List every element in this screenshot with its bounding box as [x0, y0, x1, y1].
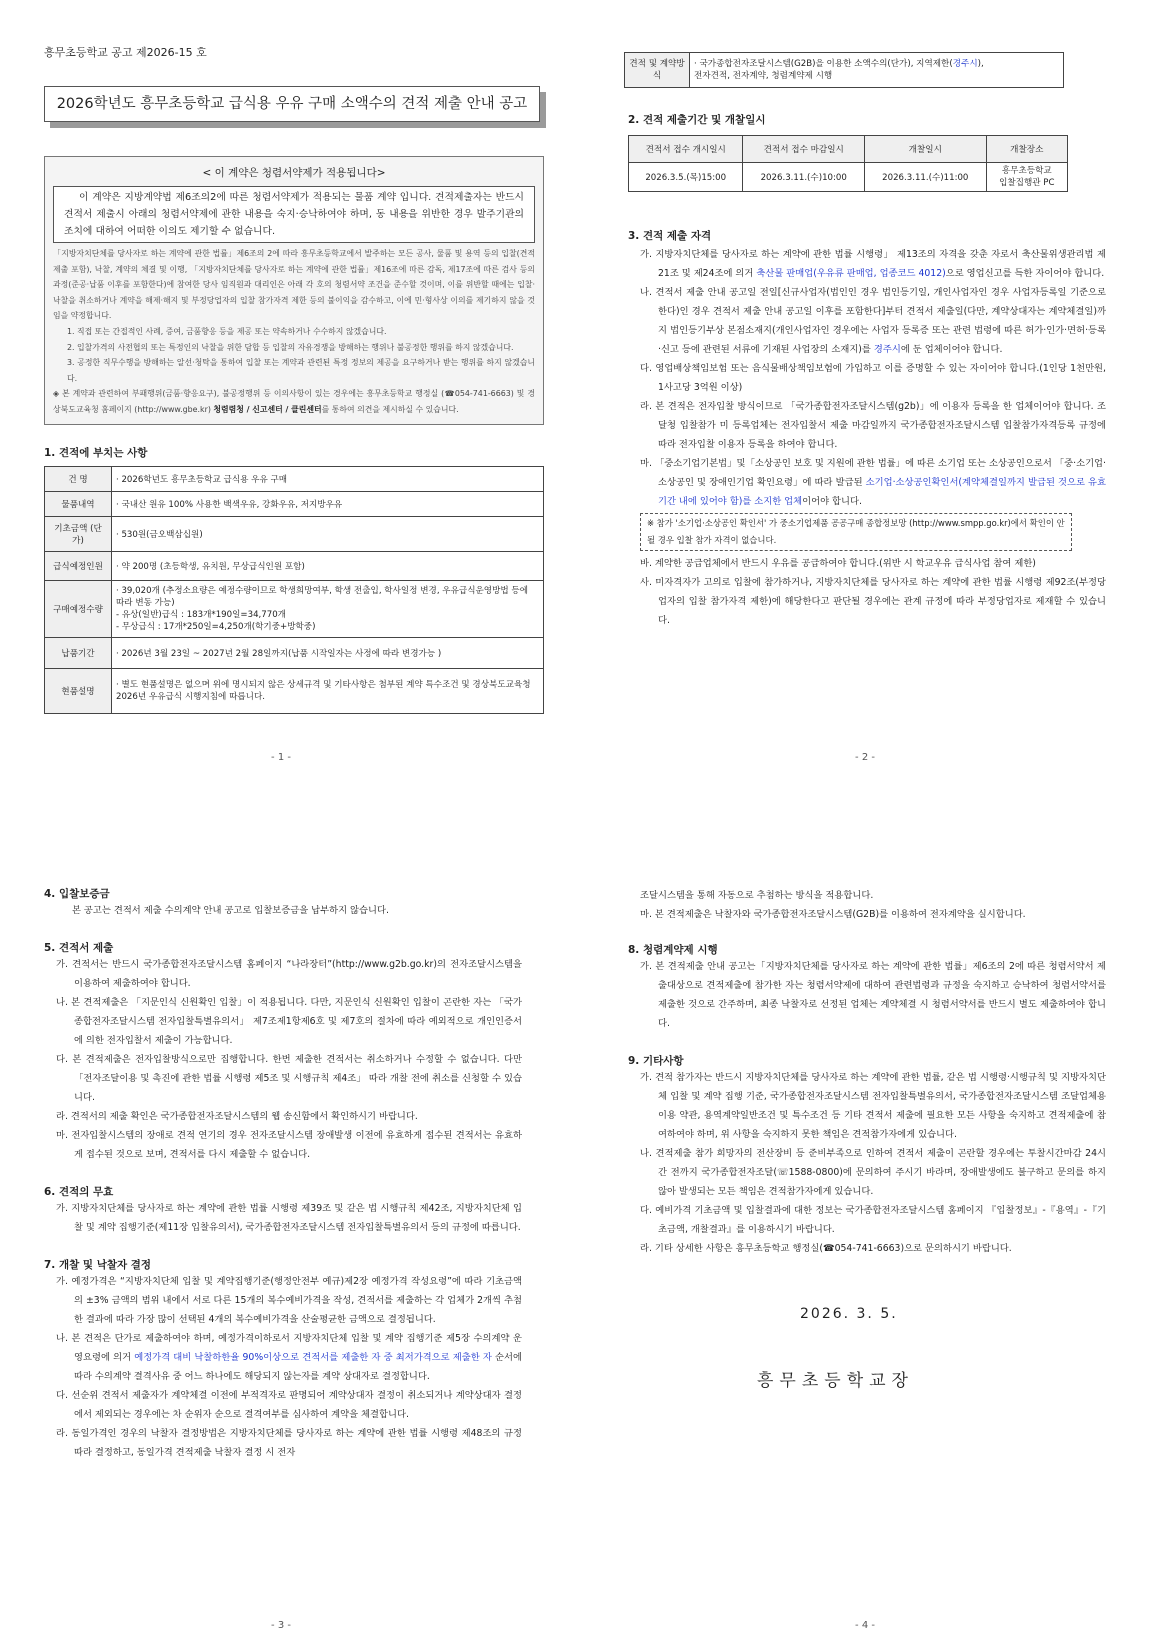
row-value: · 별도 현품설명은 없으며 위에 명시되지 않은 상세규격 및 기타사항은 첨부된 계약 특수조건 및 경상북도교육청 2026년 우유급식 시행지침에 따릅니다.	[112, 668, 544, 713]
section-6-title: 6. 견적의 무효	[44, 1186, 114, 1198]
smpp-note: ※ 참가 '소기업·소상공인 확인서' 가 중소기업제품 공공구매 종합정보망 (http://www.smpp.go.kr)에서 확인이 안 될 경우 입찰 참가 자격이 없습니다.	[640, 513, 1072, 551]
integrity-clause	[44, 156, 544, 425]
table-row	[45, 466, 544, 491]
submission-item: 라. 견적서의 제출 확인은 국가종합전자조달시스템의 웹 송신함에서 확인하시기 바랍니다.	[56, 1111, 418, 1122]
integrity-item: 가. 본 견적제출 안내 공고는「지방자치단체를 당사자로 하는 계약에 관한 법률」제6조의 2에 따른 청렴서약서 제출대상으로 견적제출에 참가한 자는 청렴서약제에 대하여 관련법령과 규정을 숙지하고 승낙하여 청렴서약서를 제출한 것으로 간주하며, 최종 낙찰자로 선정된 업체는 계약체결 시 청렴서약서를 반드시 별도 제출하여야 합니다.	[640, 961, 1106, 1029]
notice-date: 2026. 3. 5.	[800, 1306, 898, 1322]
row-value: · 국내산 원유 100% 사용한 백색우유, 강화우유, 저지방우유	[112, 491, 544, 516]
row-key: 급식예정인원	[45, 551, 112, 580]
page-3	[44, 886, 544, 1462]
table-header-row	[629, 136, 1068, 163]
submission-item: 가. 견적서는 반드시 국가종합전자조달시스템 홈페이지 “나라장터”(http://www.g2b.go.kr)의 전자조달시스템을 이용하여 제출하여야 합니다.	[56, 959, 522, 989]
text: 가. 지방자치단체를 당사자로 하는 계약에 관한 법률 시행령」 제13조의 자격을 갖춘 자로서 축산물위생관리법 제21조 및 제24조에 의거	[640, 249, 1106, 279]
clause-summary	[53, 186, 535, 243]
table-row	[45, 491, 544, 516]
qualification-da: 다. 영업배상책임보험 또는 음식물배상책임보험에 가입하고 이를 증명할 수 있는 자이어야 합니다.(1인당 1천만원, 1사고당 3억원 이상)	[640, 363, 1106, 393]
row-key: 건 명	[45, 466, 112, 491]
qualification-ga	[628, 245, 1106, 283]
text: 마. 「중소기업기본법」및「소상공인 보호 및 지원에 관한 법률」에 따른 소기업 또는 소상공인으로서 「중·소기업·소상공인 및 장애인기업 확인요령」에 따라 발급된	[640, 458, 1106, 488]
header-cell: 견적서 접수 마감일시	[743, 136, 865, 163]
table-row	[45, 637, 544, 668]
text: 으로 영업신고를 득한 자이어야 합니다.	[945, 268, 1105, 279]
method-text-end: ), 전자견적, 전자계약, 청렴계약제 시행	[694, 59, 984, 81]
etc-item: 다. 예비가격 기초금액 및 입찰결과에 대한 정보는 국가종합전자조달시스템 홈페이지 『입찰정보』-『용역』-『기초금액, 개찰결과』를 이용하시기 바랍니다.	[640, 1205, 1106, 1235]
table-row	[45, 668, 544, 713]
qualification-ma	[628, 454, 1106, 511]
clause-body: 「지방자치단체를 당사자로 하는 계약에 관한 법률」제6조의 2에 따라 흥무초등학교에서 발주하는 모든 공사, 물품 및 용역 등의 입찰(견적제출 포함), 낙찰, 계약의 체결 및 이행, 「지방자치단체를 당사자로 하는 계약에 관한 법률」제16조에 따른 감독, 제17조에 따른 검사 등의 과정(준공·납품 이후를 포함한다)에 참여한 당사 임직원과 대리인은 아래 각 호의 청렴서약 조건을 준수할 것이며, 이를 위반할 때에는 입찰·낙찰을 취소하거나 계약을 해제·해지 및 부정당업자의 입찰 참가자격 제한 등의 불이익을 감수하고, 이에 민·형사상 이의를 제기하지 않을 것임을 약정합니다.	[53, 249, 535, 321]
page-title: 2026학년도 흥무초등학교 급식용 우유 구매 소액수의 견적 제출 안내 공고	[44, 86, 540, 122]
text: 나. 견적서 제출 안내 공고일 전일[신규사업자(법인인 경우 법인등기일, 개인사업자인 경우 사업자등록일 기준으로 한다)인 경우 견적서 제출 안내 공고일 이후를 포함한다]부터 견적서 제출일(다만, 계약상대자는 계약체결일)까지 법인등기부상 본점소재지(개인사업자인 경우에는 사업자 등록증 또는 관련 법령에 따른 허가·인가·면허·등록·신고 등에 관련된 서류에 기재된 사업장의 소재지)를	[640, 287, 1106, 355]
section-9-title: 9. 기타사항	[628, 1055, 684, 1067]
cell: 2026.3.11.(수)10:00	[743, 163, 865, 192]
cell: 2026.3.5.(목)15:00	[629, 163, 743, 192]
report-text-end: 를 통하여 의견을 제시하실 수 있습니다.	[321, 404, 459, 414]
award-ra: 라. 동일가격인 경우의 낙찰자 결정방법은 지방자치단체를 당사자로 하는 계약에 관한 법률 시행령 제48조의 규정 따라 결정하고, 동일가격 견적제출 낙찰자 결정 시 전자	[56, 1428, 522, 1458]
row-key: 물품내역	[45, 491, 112, 516]
cell: 흥무초등학교 입찰집행관 PC	[986, 163, 1067, 192]
highlight: 축산물 판매업(우유류 판매업, 업종코드 4012)	[756, 268, 946, 279]
qualification-ba: 바. 계약한 공급업체에서 반드시 우유를 공급하여야 합니다.(위반 시 학교우유 급식사업 참여 제한)	[640, 558, 1036, 569]
row-value: · 530원(금오백삼십원)	[112, 516, 544, 551]
report-text: ◈ 본 계약과 관련하여 부패행위(금품·향응요구), 불공정행위 등 이의사항이 있는 경우에는 흥무초등학교 행정실 (☎054-741-6663) 및 경상북도교육청 홈페이지 (http://www.gbe.kr)	[53, 389, 535, 414]
text: 순서에 따라 수의계약 결격사유 중 어느 하나에도 해당되지 않는자를 계약 상대자로 결정합니다.	[74, 1352, 522, 1382]
row-value: · 약 200명 (초등학생, 유치원, 무상급식인원 포함)	[112, 551, 544, 580]
highlight: 예정가격 대비 낙찰하한율 90%이상으로 견적서를 제출한 자 중 최저가격으로 제출한 자	[134, 1352, 492, 1363]
page-1	[44, 44, 544, 714]
submission-item: 나. 본 견적제출은 「지문인식 신원확인 입찰」이 적용됩니다. 다만, 지문인식 신원확인 입찰이 곤란한 자는 「국가종합전자조달시스템 전자입찰특별유의서」 제7조제1항제6호 및 제7호의 절차에 따라 예외적으로 개인인증서에 의한 전자입찰서 제출이 가능합니다.	[56, 997, 522, 1046]
section-5-title: 5. 견적서 제출	[44, 942, 114, 954]
schedule-table	[628, 135, 1068, 192]
section-2-title: 2. 견적 제출기간 및 개찰일시	[628, 114, 766, 126]
text: 나. 본 견적은 단가로 제출하여야 하며, 예정가격이하로서 지방자치단체 입찰 및 계약 집행기준 제5장 수의계약 운영요령에 의거	[56, 1333, 522, 1363]
row-key: 납품기간	[45, 637, 112, 668]
title-box	[44, 86, 552, 136]
etc-item: 가. 견적 참가자는 반드시 지방자치단체를 당사자로 하는 계약에 관한 법률, 같은 법 시행령·시행규칙 및 지방자치단체 입찰 및 계약 집행 기준, 국가종합전자조달시스템 전자입찰특별유의서, 국가종합전자조달시스템 조달업체용 이용 약관, 용역계약일반조건 및 특수조건 등 기타 견적서 제출에 필요한 모든 사항을 숙지하고 견적제출에 참여하여야 하며, 위 사항을 숙지하지 못한 책임은 견적참가자에게 있습니다.	[640, 1072, 1106, 1140]
invalid-item: 가. 지방자치단체를 당사자로 하는 계약에 관한 법률 시행령 제39조 및 같은 법 시행규칙 제42조, 지방자치단체 입찰 및 계약 집행기준(제11장 입찰유의서), 국가종합전자조달시스템 전자입찰특별유의서 등의 규정에 따릅니다.	[56, 1203, 522, 1233]
row-key: 기초금액 (단가)	[45, 516, 112, 551]
ma-item: 마. 본 견적제출은 낙찰자와 국가종합전자조달시스템(G2B)를 이용하여 전자계약을 실시합니다.	[640, 909, 1026, 920]
award-ga: 가. 예정가격은 “지방자치단체 입찰 및 계약집행기준(행정안전부 예규)제2장 예정가격 작성요령”에 따라 기초금액의 ±3% 금액의 범위 내에서 서로 다른 15개의 복수예비가격을 작성, 견적서를 제출하는 각 업체가 2개씩 추첨한 결과에 따라 가장 많이 선택된 4개의 복수예비가격을 산술평균한 금액으로 결정됩니다.	[56, 1276, 522, 1325]
section-7-title: 7. 개찰 및 낙찰자 결정	[44, 1259, 152, 1271]
award-da: 다. 선순위 견적서 제출자가 계약체결 이전에 부적격자로 판명되어 계약상대자 결정이 취소되거나 계약상대자 결정에서 제외되는 경우에는 차 순위자 순으로 결격여부를 심사하여 계약을 체결합니다.	[56, 1390, 522, 1420]
award-na	[44, 1329, 522, 1386]
row-key: 구매예정수량	[45, 580, 112, 637]
section-8-title: 8. 청렴계약제 시행	[628, 944, 718, 956]
row-key: 견적 및 계약방식	[625, 53, 690, 88]
clause-report	[53, 386, 535, 417]
signature: 흥무초등학교장	[757, 1371, 914, 1391]
qualification-na	[628, 283, 1106, 359]
submission-item: 마. 전자입찰시스템의 장애로 견적 연기의 경우 전자조달시스템 장애발생 이전에 유효하게 접수된 견적서는 유효하게 접수된 것으로 보며, 견적서를 다시 제출할 수 없습니다.	[56, 1130, 522, 1160]
clause-summary-text: 이 계약은 지방계약법 제6조의2에 따른 청렴서약제가 적용되는 물품 계약 입니다. 견적제출자는 반드시 견적서 제출시 아래의 청렴서약제에 관한 내용을 숙지·승낙하여야 하며, 동 내용을 위반한 경우 발주기관의 조치에 대하여 어떠한 이의도 제기할 수 없습니다.	[64, 192, 524, 237]
header-cell: 개찰장소	[986, 136, 1067, 163]
row-value: · 2026학년도 흥무초등학교 급식용 우유 구매	[112, 466, 544, 491]
highlight: 소기업·소상공인확인서(계약체결일까지 발급된 것으로 유효기간 내에 있어야 함)를 소지한 업체	[658, 477, 1106, 507]
page-number: - 4 -	[855, 1620, 875, 1631]
table-row	[45, 516, 544, 551]
header-cell: 견적서 접수 개시일시	[629, 136, 743, 163]
etc-item: 라. 기타 상세한 사항은 흥무초등학교 행정실(☎054-741-6663)으로 문의하시기 바랍니다.	[640, 1243, 1012, 1254]
qualification-ra: 라. 본 견적은 전자입찰 방식이므로 「국가종합전자조달시스템(g2b)」에 이용자 등록을 한 업체이어야 합니다. 조달청 입찰참가 미 등록업체는 전자입찰서 제출 마감일까지 국가종합전자조달시스템 입찰참가자격등록 규정에 따라 전자입찰 이용자 등록을 하여야 합니다.	[640, 401, 1106, 450]
clause-item: 2. 입찰가격의 사전협의 또는 특정인의 낙찰을 위한 담합 등 입찰의 자유경쟁을 방해하는 행위나 불공정한 행위를 하지 않겠습니다.	[67, 342, 514, 352]
header-cell: 개찰일시	[865, 136, 987, 163]
cell: 2026.3.11.(수)11:00	[865, 163, 987, 192]
etc-item: 나. 견적제출 참가 희망자의 전산장비 등 준비부족으로 인하여 견적서 제출이 곤란할 경우에는 투찰시간마감 24시간 전까지 국가종합전자조달(☏1588-0800)에 문의하여 주시기 바라며, 장애발생에도 불구하고 문의를 하지 않아 발생되는 모든 책임은 견적참가자에게 있습니다.	[640, 1148, 1106, 1197]
clause-item: 3. 공정한 직무수행을 방해하는 알선·청탁을 통하여 입찰 또는 계약과 관련된 특정 정보의 제공을 요구하거나 받는 행위를 하지 않겠습니다.	[67, 358, 535, 383]
row-value	[690, 53, 1064, 88]
table-row	[625, 53, 1064, 88]
row-value: · 39,020개 (추정소요량은 예정수량이므로 학생희망여부, 학생 전출입, 학사일정 변경, 우유급식운영방법 등에 따라 변동 가능) - 유상(일반)급식 : 183개*190일=34,770개 - 무상급식 : 17개*250일=4,250개(학기중+방학중)	[112, 580, 544, 637]
clause-item: 1. 직접 또는 간접적인 사례, 증여, 금품향응 등을 제공 또는 약속하거나 수수하지 않겠습니다.	[67, 326, 387, 336]
text: 이어야 합니다.	[802, 496, 862, 507]
page-2	[628, 52, 1128, 630]
section-1-title: 1. 견적에 부치는 사항	[44, 446, 148, 459]
section-3-title: 3. 견적 제출 자격	[628, 230, 712, 242]
page-4	[628, 886, 1128, 1258]
row-value: · 2026년 3월 23일 ~ 2027년 2월 28일까지(납품 시작일자는 사정에 따라 변경가능 )	[112, 637, 544, 668]
text: 에 둔 업체이어야 합니다.	[900, 344, 1003, 355]
notice-number: 흥무초등학교 공고 제2026-15 호	[44, 46, 207, 59]
page-number: - 1 -	[271, 752, 291, 763]
clause-title: < 이 계약은 청렴서약제가 적용됩니다>	[202, 167, 386, 179]
region-highlight: 경주시	[952, 59, 978, 69]
section-4-title: 4. 입찰보증금	[44, 888, 110, 900]
method-text: · 국가종합전자조달시스템(G2B)을 이용한 소액수의(단가), 지역제한(	[694, 59, 953, 69]
table-row	[45, 580, 544, 637]
report-link[interactable]: 청렴렴청 / 신고센터 / 클린센터	[213, 404, 322, 414]
table-row	[45, 551, 544, 580]
row-key: 현품설명	[45, 668, 112, 713]
item-table	[44, 466, 544, 714]
page-number: - 2 -	[855, 752, 875, 763]
continued-text: 조달시스템을 통해 자동으로 추첨하는 방식을 적용합니다.	[640, 890, 874, 901]
method-table	[624, 52, 1064, 88]
section-4-text: 본 공고는 견적서 제출 수의계약 안내 공고로 입찰보증금을 납부하지 않습니다.	[72, 905, 389, 916]
qualification-sa: 사. 미자격자가 고의로 입찰에 참가하거나, 지방자치단체를 당사자로 하는 계약에 관한 법률 시행령 제92조(부정당업자의 입찰 참가자격 제한)에 해당한다고 판단될 경우에는 관계 규정에 따라 부정당업자로 제재할 수 있습니다.	[640, 577, 1106, 626]
page-number: - 3 -	[271, 1620, 291, 1631]
highlight: 경주시	[873, 344, 901, 355]
submission-item: 다. 본 견적제출은 전자입찰방식으로만 집행합니다. 한번 제출한 견적서는 취소하거나 수정할 수 없습니다. 다만 「전자조달이용 및 촉진에 관한 법률 시행령 제5조 및 시행규칙 제4조」 따라 개찰 전에 취소를 신청할 수 있습니다.	[56, 1054, 522, 1103]
table-row	[629, 163, 1068, 192]
